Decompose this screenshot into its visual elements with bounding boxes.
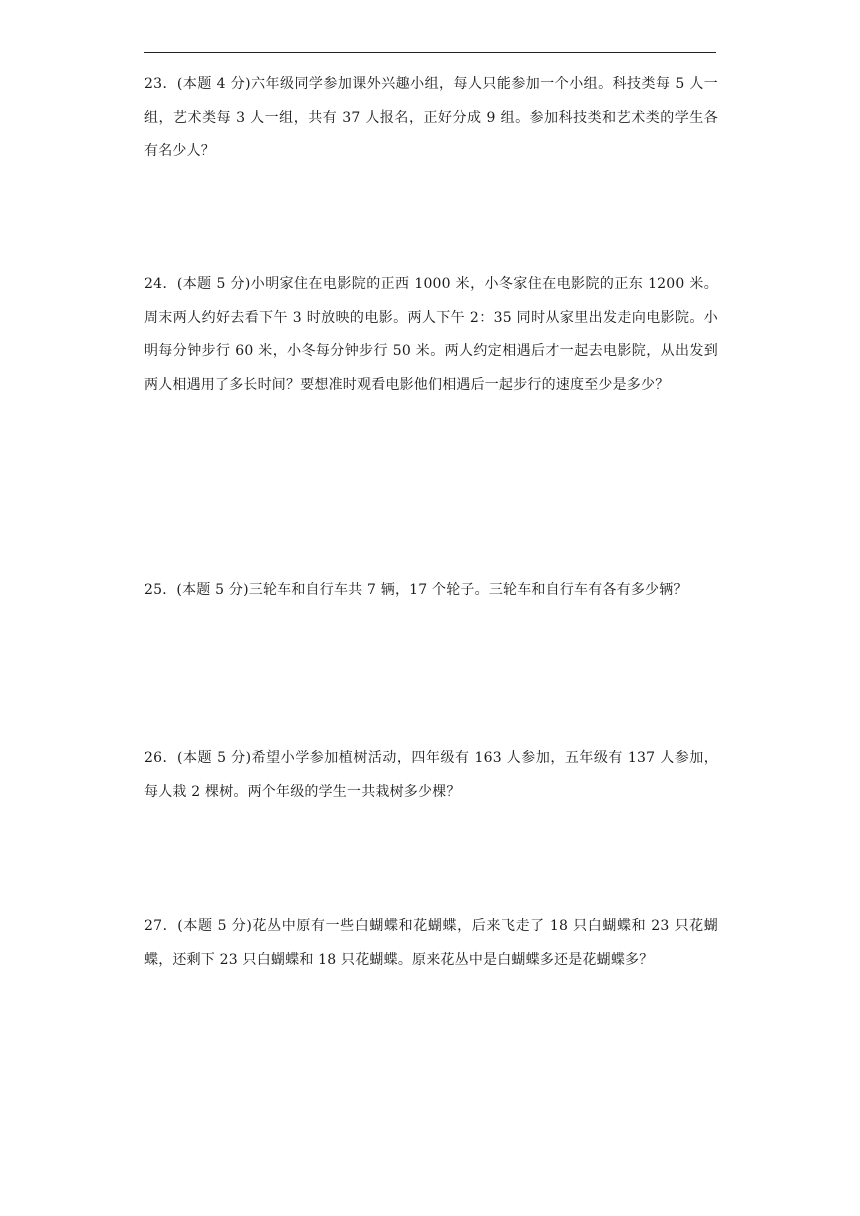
question-24: 24．(本题 5 分)小明家住在电影院的正西 1000 米，小冬家住在电影院的正东 1200 米。周末两人约好去看下午 3 时放映的电影。两人下午 2：35 同时从家里出发走向电影院。小明每分钟步行 60 米，小冬每分钟步行 50 米。两人约定相遇后才一起去电影院，从出发到两人相遇用了多长时间？要想准时观看电影他们相遇后一起步行的速度至少是多少？ bbox=[144, 276, 718, 393]
question-27: 27．(本题 5 分)花丛中原有一些白蝴蝶和花蝴蝶，后来飞走了 18 只白蝴蝶和 23 只花蝴蝶，还剩下 23 只白蝴蝶和 18 只花蝴蝶。原来花丛中是白蝴蝶多还是花蝴蝶多？ bbox=[144, 918, 718, 968]
question-25: 25．(本题 5 分)三轮车和自行车共 7 辆，17 个轮子。三轮车和自行车有各有多少辆？ bbox=[144, 582, 688, 598]
question-23: 23．(本题 4 分)六年级同学参加课外兴趣小组，每人只能参加一个小组。科技类每 5 人一组，艺术类每 3 人一组，共有 37 人报名，正好分成 9 组。参加科技类和艺术类的学生各有名少人？ bbox=[144, 76, 718, 159]
header-rule bbox=[144, 52, 716, 53]
question-26: 26．(本题 5 分)希望小学参加植树活动，四年级有 163 人参加，五年级有 137 人参加，每人栽 2 棵树。两个年级的学生一共栽树多少棵？ bbox=[144, 750, 718, 800]
